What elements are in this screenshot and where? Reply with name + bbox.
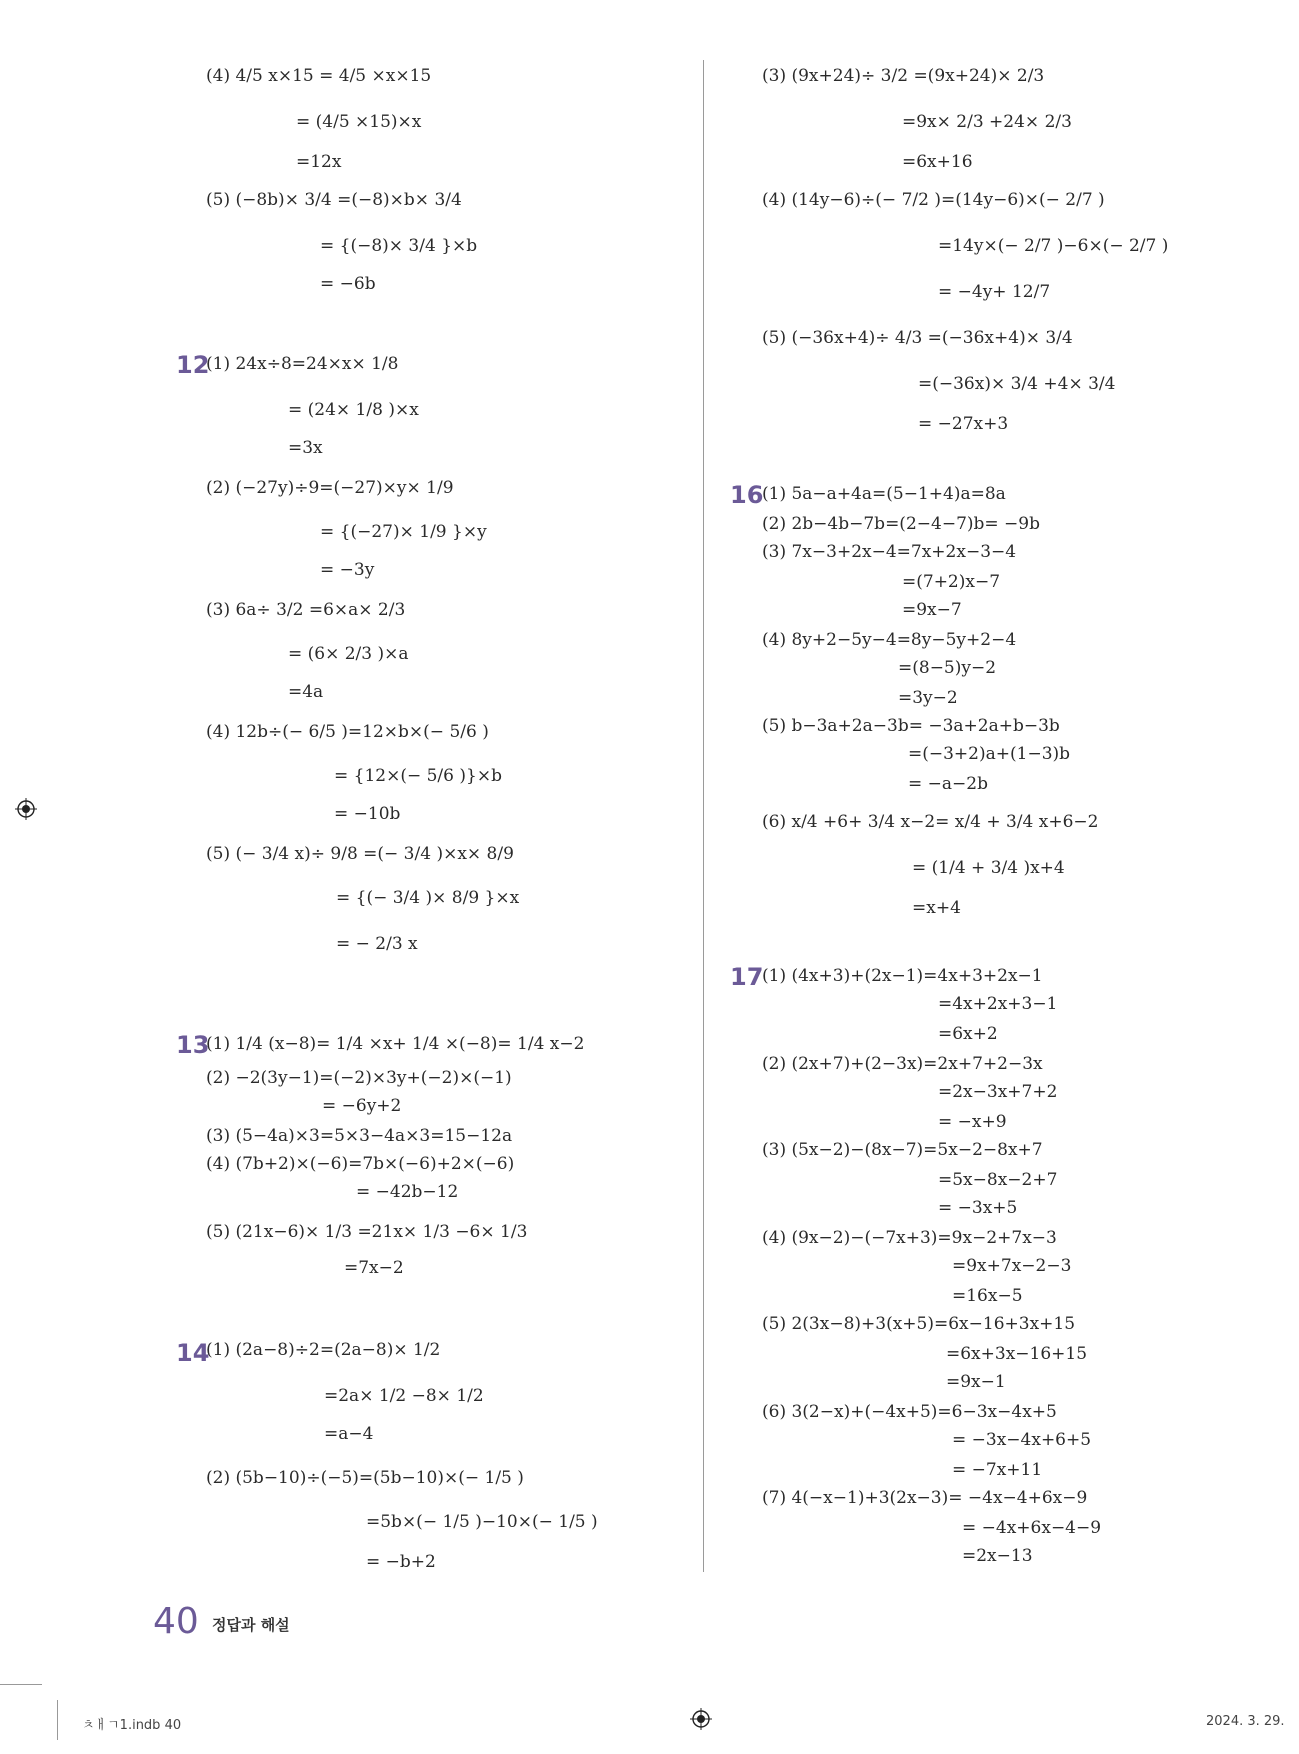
q17-line-9: = −3x+5: [938, 1198, 1018, 1218]
q13-line-8: =7x−2: [344, 1258, 404, 1278]
q16-line-11: = −a−2b: [908, 774, 988, 794]
q17-line-6: = −x+9: [938, 1112, 1007, 1132]
q14-line-2: =2a× 1/2 −8× 1/2: [324, 1386, 484, 1406]
q12-line-6: = −3y: [320, 560, 375, 580]
section-label: 정답과 해설: [212, 1616, 290, 1634]
q17-line-2: =4x+2x+3−1: [938, 994, 1058, 1014]
footer-date: 2024. 3. 29.: [1206, 1714, 1285, 1729]
q16-line-14: =x+4: [912, 898, 961, 918]
q17-line-18: = −7x+11: [952, 1460, 1043, 1480]
q14-line-5: =5b×(− 1/5 )−10×(− 1/5 ): [366, 1512, 598, 1532]
q12-line-9: =4a: [288, 682, 324, 702]
footer-file-name: ㅊㅐㄱ1.indb 40: [82, 1718, 182, 1733]
q12-line-1: (1) 24x÷8=24×x× 1/8: [206, 354, 399, 374]
q15-line-1: (3) (9x+24)÷ 3/2 =(9x+24)× 2/3: [762, 66, 1045, 86]
q15-line-7: (5) (−36x+4)÷ 4/3 =(−36x+4)× 3/4: [762, 328, 1073, 348]
q12-line-7: (3) 6a÷ 3/2 =6×a× 2/3: [206, 600, 406, 620]
q16-line-12: (6) x/4 +6+ 3/4 x−2= x/4 + 3/4 x+6−2: [762, 812, 1099, 832]
q17-line-21: =2x−13: [962, 1546, 1033, 1566]
q16-line-2: (2) 2b−4b−7b=(2−4−7)b= −9b: [762, 514, 1040, 534]
q12-line-4: (2) (−27y)÷9=(−27)×y× 1/9: [206, 478, 454, 498]
q17-line-11: =9x+7x−2−3: [952, 1256, 1072, 1276]
q16-line-13: = (1/4 + 3/4 )x+4: [912, 858, 1065, 878]
q16-line-1: (1) 5a−a+4a=(5−1+4)a=8a: [762, 484, 1006, 504]
q15-line-5: =14y×(− 2/7 )−6×(− 2/7 ): [938, 236, 1169, 256]
q11-5-line-3: = −6b: [320, 274, 376, 294]
q17-line-10: (4) (9x−2)−(−7x+3)=9x−2+7x−3: [762, 1228, 1057, 1248]
q17-line-16: (6) 3(2−x)+(−4x+5)=6−3x−4x+5: [762, 1402, 1057, 1422]
registration-mark-icon: [15, 798, 37, 820]
q13-line-2: (2) −2(3y−1)=(−2)×3y+(−2)×(−1): [206, 1068, 512, 1088]
q11-4-line-1: (4) 4/5 x×15 = 4/5 ×x×15: [206, 66, 432, 86]
q15-line-6: = −4y+ 12/7: [938, 282, 1051, 302]
q17-line-20: = −4x+6x−4−9: [962, 1518, 1102, 1538]
q12-line-2: = (24× 1/8 )×x: [288, 400, 419, 420]
question-number-12: 12: [176, 351, 210, 379]
q15-line-8: =(−36x)× 3/4 +4× 3/4: [918, 374, 1116, 394]
question-number-14: 14: [176, 1339, 210, 1367]
q16-line-4: =(7+2)x−7: [902, 572, 1001, 592]
q15-line-3: =6x+16: [902, 152, 973, 172]
q11-4-line-3: =12x: [296, 152, 342, 172]
q17-line-3: =6x+2: [938, 1024, 998, 1044]
q12-line-11: = {12×(− 5/6 )}×b: [334, 766, 502, 786]
q13-line-3: = −6y+2: [322, 1096, 402, 1116]
crop-mark-horizontal: [0, 1684, 42, 1685]
q17-line-15: =9x−1: [946, 1372, 1006, 1392]
q17-line-8: =5x−8x−2+7: [938, 1170, 1058, 1190]
q17-line-7: (3) (5x−2)−(8x−7)=5x−2−8x+7: [762, 1140, 1043, 1160]
q12-line-10: (4) 12b÷(− 6/5 )=12×b×(− 5/6 ): [206, 722, 489, 742]
registration-mark-icon: [690, 1708, 712, 1730]
question-number-13: 13: [176, 1031, 210, 1059]
page-number: 40: [153, 1601, 199, 1642]
q13-line-7: (5) (21x−6)× 1/3 =21x× 1/3 −6× 1/3: [206, 1222, 528, 1242]
q16-line-8: =3y−2: [898, 688, 958, 708]
q12-line-15: = − 2/3 x: [336, 934, 418, 954]
q14-line-3: =a−4: [324, 1424, 374, 1444]
q12-line-8: = (6× 2/3 )×a: [288, 644, 409, 664]
q11-5-line-2: = {(−8)× 3/4 }×b: [320, 236, 478, 256]
q12-line-13: (5) (− 3/4 x)÷ 9/8 =(− 3/4 )×x× 8/9: [206, 844, 514, 864]
q15-line-9: = −27x+3: [918, 414, 1009, 434]
q16-line-6: (4) 8y+2−5y−4=8y−5y+2−4: [762, 630, 1017, 650]
q16-line-7: =(8−5)y−2: [898, 658, 997, 678]
q11-4-line-2: = (4/5 ×15)×x: [296, 112, 422, 132]
q16-line-3: (3) 7x−3+2x−4=7x+2x−3−4: [762, 542, 1017, 562]
q17-line-17: = −3x−4x+6+5: [952, 1430, 1092, 1450]
column-divider: [703, 60, 704, 1572]
q17-line-14: =6x+3x−16+15: [946, 1344, 1088, 1364]
q13-line-4: (3) (5−4a)×3=5×3−4a×3=15−12a: [206, 1126, 513, 1146]
q16-line-5: =9x−7: [902, 600, 962, 620]
q12-line-3: =3x: [288, 438, 323, 458]
q17-line-4: (2) (2x+7)+(2−3x)=2x+7+2−3x: [762, 1054, 1043, 1074]
q12-line-14: = {(− 3/4 )× 8/9 }×x: [336, 888, 520, 908]
question-number-16: 16: [730, 481, 764, 509]
q15-line-2: =9x× 2/3 +24× 2/3: [902, 112, 1072, 132]
q17-line-5: =2x−3x+7+2: [938, 1082, 1058, 1102]
q16-line-9: (5) b−3a+2a−3b= −3a+2a+b−3b: [762, 716, 1060, 736]
q17-line-12: =16x−5: [952, 1286, 1023, 1306]
crop-mark-vertical: [57, 1700, 58, 1740]
q17-line-13: (5) 2(3x−8)+3(x+5)=6x−16+3x+15: [762, 1314, 1076, 1334]
q17-line-19: (7) 4(−x−1)+3(2x−3)= −4x−4+6x−9: [762, 1488, 1088, 1508]
q13-line-6: = −42b−12: [356, 1182, 459, 1202]
q14-line-6: = −b+2: [366, 1552, 436, 1572]
question-number-17: 17: [730, 963, 764, 991]
q12-line-12: = −10b: [334, 804, 401, 824]
q13-line-1: (1) 1/4 (x−8)= 1/4 ×x+ 1/4 ×(−8)= 1/4 x−2: [206, 1034, 585, 1054]
q17-line-1: (1) (4x+3)+(2x−1)=4x+3+2x−1: [762, 966, 1043, 986]
q14-line-4: (2) (5b−10)÷(−5)=(5b−10)×(− 1/5 ): [206, 1468, 524, 1488]
q15-line-4: (4) (14y−6)÷(− 7/2 )=(14y−6)×(− 2/7 ): [762, 190, 1105, 210]
q12-line-5: = {(−27)× 1/9 }×y: [320, 522, 487, 542]
q14-line-1: (1) (2a−8)÷2=(2a−8)× 1/2: [206, 1340, 441, 1360]
q16-line-10: =(−3+2)a+(1−3)b: [908, 744, 1071, 764]
q13-line-5: (4) (7b+2)×(−6)=7b×(−6)+2×(−6): [206, 1154, 515, 1174]
q11-5-line-1: (5) (−8b)× 3/4 =(−8)×b× 3/4: [206, 190, 462, 210]
